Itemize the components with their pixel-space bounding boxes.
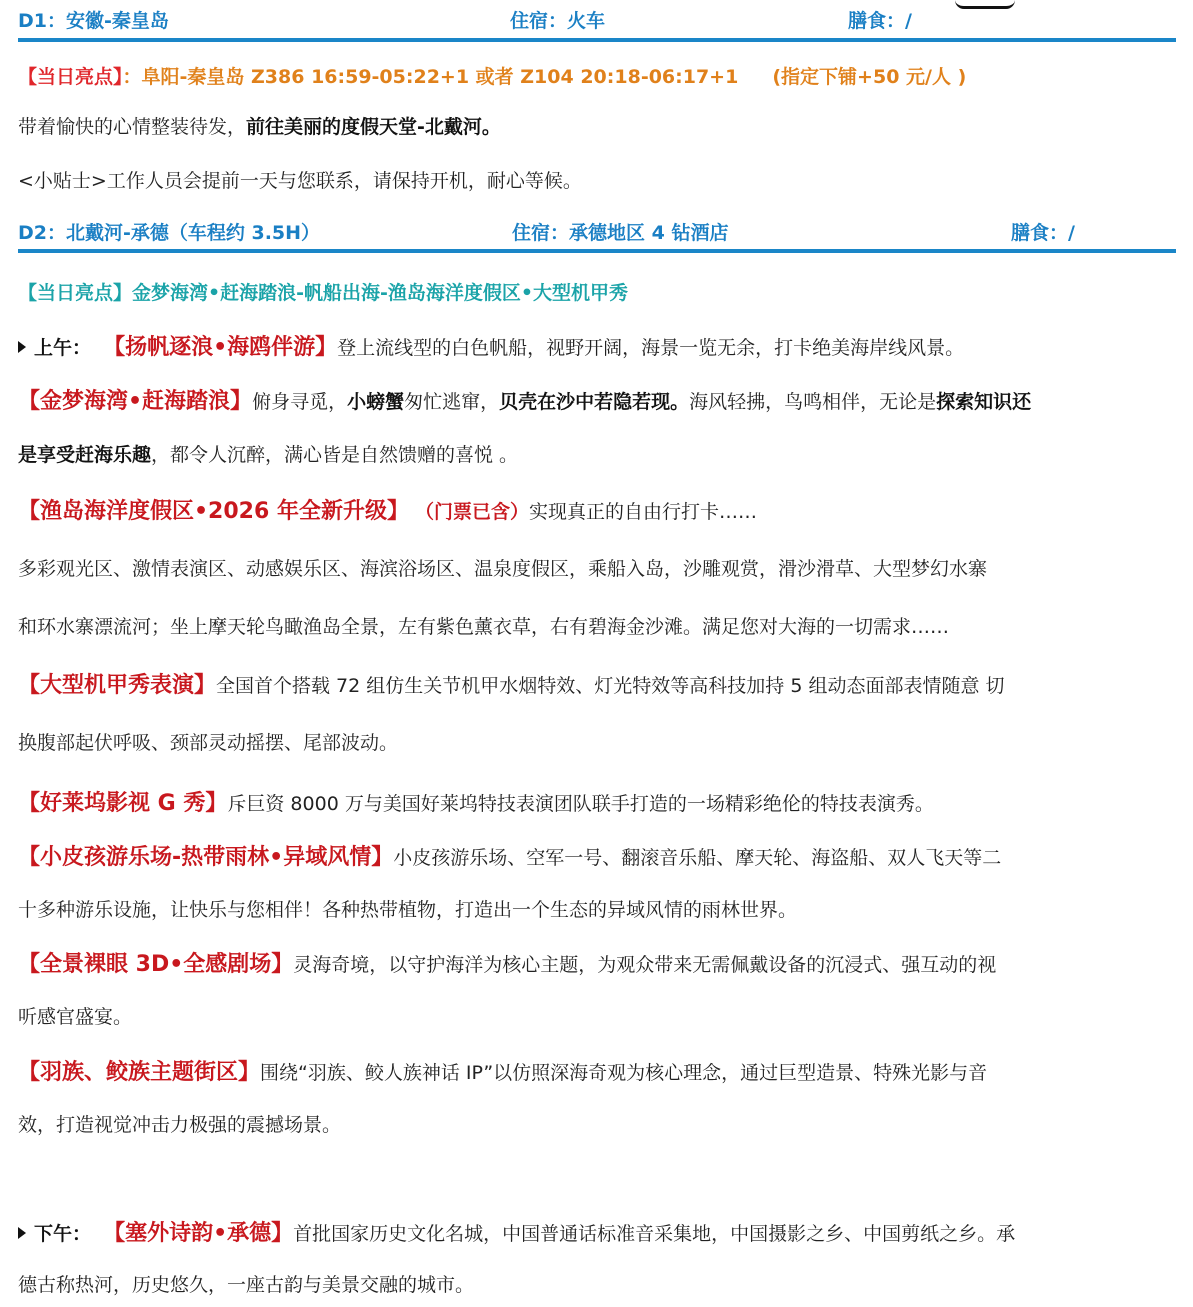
jijia-text: 全国首个搭载 72 组仿生关节机甲水烟特效、灯光特效等高科技加持 5 组动态面部表情随意 切	[216, 675, 1005, 697]
triangle-bullet-icon	[18, 341, 26, 353]
hollywood-section	[18, 786, 1178, 817]
day2-title: D2：北戴河-承德（车程约 3.5H）	[18, 222, 321, 244]
day1-desc-normal: 带着愉快的心情整装待发，	[18, 116, 247, 138]
xiaopihai-section	[18, 840, 1178, 871]
jinmeng-text-2: 匆忙逃窜，	[404, 391, 500, 413]
day2-highlight: 【当日亮点】金梦海湾•赶海踏浪-帆船出海-渔岛海洋度假区•大型机甲秀	[18, 282, 629, 304]
xiaopihai-text: 小皮孩游乐场、空军一号、翻滚音乐船、摩天轮、海盗船、双人飞天等二	[393, 847, 1002, 869]
yudao-line2: 多彩观光区、激情表演区、动感娱乐区、海滨浴场区、温泉度假区，乘船入岛，沙雕观赏，滑沙滑草、大型梦幻水寨	[18, 558, 988, 580]
day1-divider	[18, 38, 1176, 42]
yuzu-title: 【羽族、鲛族主题街区】	[18, 1060, 261, 1085]
day1-desc-bold: 前往美丽的度假天堂-北戴河。	[246, 116, 501, 138]
morning-text: 登上流线型的白色帆船，视野开阔，海景一览无余，打卡绝美海岸线风景。	[337, 337, 965, 359]
hollywood-title: 【好莱坞影视 G 秀】	[18, 791, 228, 816]
day2-divider	[18, 249, 1176, 253]
quanjing-text: 灵海奇境，以守护海洋为核心主题，为观众带来无需佩戴设备的沉浸式、强互动的视	[293, 954, 997, 976]
jijia-line2: 换腹部起伏呼吸、颈部灵动摇摆、尾部波动。	[18, 732, 399, 754]
jinmeng-bold-1: 小螃蟹	[347, 391, 405, 413]
xiaopihai-title: 【小皮孩游乐场-热带雨林•异域风情】	[18, 845, 394, 870]
yuzu-line2: 效，打造视觉冲击力极强的震撼场景。	[18, 1114, 342, 1136]
jinmeng-bold-3: 探索知识还	[936, 391, 1032, 413]
day1-description	[18, 112, 1178, 139]
day2-meal: 膳食：/	[1011, 222, 1075, 244]
day1-tip: <小贴士>工作人员会提前一天与您联系，请保持开机，耐心等候。	[18, 170, 582, 192]
yudao-section	[18, 494, 1178, 525]
yudao-ticket: （门票已含）	[415, 501, 530, 523]
day1-highlight-train: ：阜阳-秦皇岛 Z386 16:59-05:22+1 或者 Z104 20:18-06:17+1	[122, 66, 739, 88]
afternoon-text: 首批国家历史文化名城，中国普通话标准音采集地，中国摄影之乡、中国剪纸之乡。承	[293, 1223, 1016, 1245]
triangle-bullet-icon	[18, 1227, 26, 1239]
day1-highlight-label: 【当日亮点】	[18, 66, 123, 88]
jinmeng-text-1: 俯身寻觅，	[252, 391, 348, 413]
jinmeng-text-4: ，都令人沉醉，满心皆是自然馈赠的喜悦 。	[151, 444, 519, 466]
morning-section	[18, 330, 1178, 361]
afternoon-title: 【塞外诗韵•承德】	[103, 1221, 294, 1246]
day1-header	[18, 6, 1176, 32]
day2-stay: 住宿：承德地区 4 钻酒店	[512, 222, 729, 244]
day2-header	[18, 218, 1176, 244]
day1-highlight-note: (指定下铺+50 元/人 )	[772, 66, 967, 88]
jijia-section	[18, 668, 1178, 699]
hollywood-text: 斥巨资 8000 万与美国好莱坞特技表演团队联手打造的一场精彩绝伦的特技表演秀。	[227, 793, 934, 815]
morning-label: 上午：	[34, 337, 92, 359]
jinmeng-bold-2: 贝壳在沙中若隐若现。	[499, 391, 690, 413]
jinmeng-section-line2	[18, 440, 1178, 467]
day1-meal: 膳食：/	[848, 10, 912, 32]
day1-highlight	[18, 62, 1178, 89]
jinmeng-section	[18, 384, 1178, 415]
xiaopihai-line2: 十多种游乐设施，让快乐与您相伴！各种热带植物，打造出一个生态的异域风情的雨林世界。	[18, 899, 798, 921]
afternoon-label: 下午：	[34, 1223, 92, 1245]
afternoon-section	[18, 1216, 1178, 1247]
jijia-title: 【大型机甲秀表演】	[18, 673, 217, 698]
yudao-text: 实现真正的自由行打卡……	[529, 501, 758, 523]
yudao-line3: 和环水寨漂流河；坐上摩天轮鸟瞰渔岛全景，左有紫色薰衣草，右有碧海金沙滩。满足您对大海的一切需求……	[18, 616, 950, 638]
afternoon-line2: 德古称热河，历史悠久，一座古韵与美景交融的城市。	[18, 1274, 475, 1296]
jinmeng-text-3: 海风轻拂，鸟鸣相伴，无论是	[689, 391, 937, 413]
jinmeng-title: 【金梦海湾•赶海踏浪】	[18, 389, 253, 414]
yuzu-section	[18, 1055, 1178, 1086]
yudao-title: 【渔岛海洋度假区•2026 年全新升级】	[18, 499, 409, 524]
day1-title: D1：安徽-秦皇岛	[18, 10, 169, 32]
jinmeng-bold-4: 是享受赶海乐趣	[18, 444, 152, 466]
morning-title: 【扬帆逐浪•海鸥伴游】	[103, 335, 338, 360]
yuzu-text: 围绕“羽族、鲛人族神话 IP”以仿照深海奇观为核心理念，通过巨型造景、特殊光影与音	[260, 1062, 988, 1084]
quanjing-title: 【全景裸眼 3D•全感剧场】	[18, 952, 294, 977]
day1-stay: 住宿：火车	[510, 10, 606, 32]
quanjing-section	[18, 947, 1178, 978]
quanjing-line2: 听感官盛宴。	[18, 1006, 133, 1028]
